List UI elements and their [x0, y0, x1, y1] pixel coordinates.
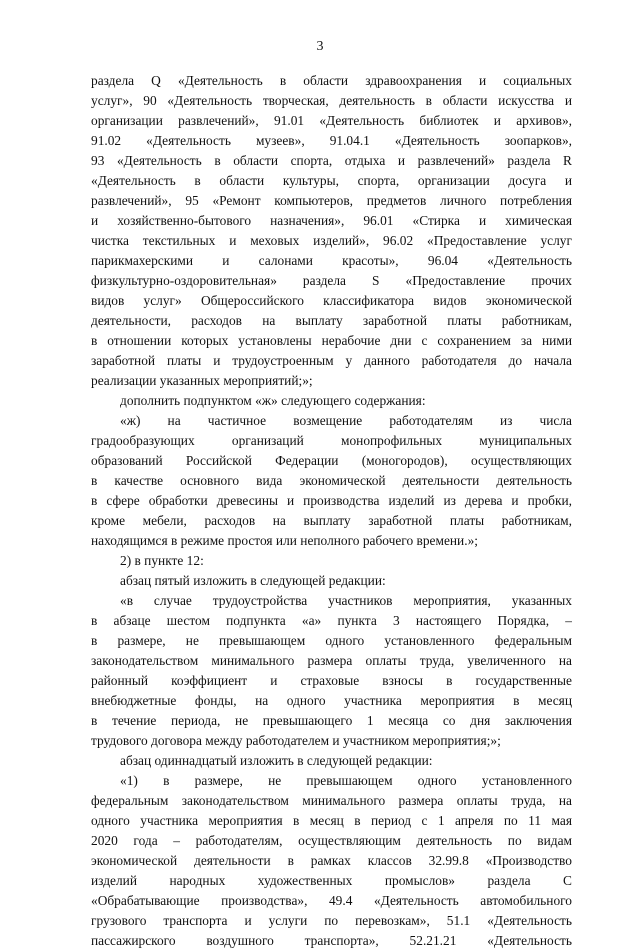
text-line: федеральным законодательством минимального размера оплаты труда, на — [91, 793, 572, 808]
text-line: абзац одиннадцатый изложить в следующей редакции: — [120, 753, 433, 768]
text-line: в размере, не превышающем одного установленного федеральным — [91, 633, 572, 648]
text-line: изделий народных художественных промыслов» раздела C — [91, 873, 572, 888]
text-line: трудового договора между работодателем и участником мероприятия;»; — [91, 733, 501, 748]
text-line: парикмахерскими и салонами красоты», 96.04 «Деятельность — [91, 253, 572, 268]
text-line: дополнить подпунктом «ж» следующего содержания: — [120, 393, 426, 408]
text-line: в качестве основного вида экономической деятельности деятельность — [91, 473, 572, 488]
text-line: физкультурно-оздоровительная» раздела S «Предоставление прочих — [91, 273, 572, 288]
text-line: законодательством минимального размера оплаты труда, увеличенного на — [91, 653, 572, 668]
text-line: «1) в размере, не превышающем одного установленного — [120, 773, 572, 788]
text-line: чистка текстильных и меховых изделий», 96.02 «Предоставление услуг — [91, 233, 572, 248]
text-line: развлечений», 95 «Ремонт компьютеров, предметов личного потребления — [91, 193, 572, 208]
text-line: «Деятельность в области культуры, спорта, организации досуга и — [91, 173, 572, 188]
text-line: кроме мебели, расходов на выплату заработной платы работникам, — [91, 513, 572, 528]
text-line: видов услуг» Общероссийского классификатора видов экономической — [91, 293, 572, 308]
page-number: 3 — [316, 39, 324, 54]
text-line: «Обрабатывающие производства», 49.4 «Деятельность автомобильного — [91, 893, 572, 908]
text-line: заработной платы и трудоустроенным у данного работодателя до начала — [91, 353, 572, 368]
text-line: 91.02 «Деятельность музеев», 91.04.1 «Деятельность зоопарков», — [91, 133, 572, 148]
text-line: в течение периода, не превышающего 1 месяца со дня заключения — [91, 713, 572, 728]
text-line: районный коэффициент и страховые взносы в государственные — [91, 673, 572, 688]
text-line: раздела Q «Деятельность в области здравоохранения и социальных — [91, 73, 572, 88]
text-line: организации развлечений», 91.01 «Деятельность библиотек и архивов», — [91, 113, 572, 128]
text-line: находящимся в режиме простоя или неполного рабочего времени.»; — [91, 533, 478, 548]
text-line: и хозяйственно-бытового назначения», 96.01 «Стирка и химическая — [91, 213, 572, 228]
text-line: экономической деятельности в рамках классов 32.99.8 «Производство — [91, 853, 572, 868]
text-line: одного участника мероприятия в месяц в период с 1 апреля по 11 мая — [91, 813, 572, 828]
body-text — [91, 71, 572, 951]
text-line: грузового транспорта и услуги по перевозкам», 51.1 «Деятельность — [91, 913, 572, 928]
text-line: образований Российской Федерации (моногородов), осуществляющих — [91, 453, 572, 468]
text-line: в абзаце шестом подпункта «а» пункта 3 настоящего Порядка, – — [91, 613, 572, 628]
text-line: в отношении которых установлены нерабочие дни с сохранением за ними — [91, 333, 572, 348]
text-line: 2) в пункте 12: — [120, 553, 204, 568]
text-line: услуг», 90 «Деятельность творческая, деятельность в области искусства и — [91, 93, 572, 108]
text-line: пассажирского воздушного транспорта», 52.21.21 «Деятельность — [91, 933, 572, 948]
text-line: градообразующих организаций монопрофильных муниципальных — [91, 433, 572, 448]
text-line: реализации указанных мероприятий;»; — [91, 373, 313, 388]
text-line: абзац пятый изложить в следующей редакции: — [120, 573, 386, 588]
text-line: 2020 года – работодателям, осуществляющим деятельность по видам — [91, 833, 572, 848]
text-line: в сфере обработки древесины и производства изделий из дерева и пробки, — [91, 493, 572, 508]
text-line: 93 «Деятельность в области спорта, отдыха и развлечений» раздела R — [91, 153, 572, 168]
text-line: внебюджетные фонды, на одного участника мероприятия в месяц — [91, 693, 572, 708]
text-line: деятельности, расходов на выплату заработной платы работникам, — [91, 313, 572, 328]
text-line: «в случае трудоустройства участников мероприятия, указанных — [120, 593, 572, 608]
text-line: «ж) на частичное возмещение работодателям из числа — [120, 413, 572, 428]
